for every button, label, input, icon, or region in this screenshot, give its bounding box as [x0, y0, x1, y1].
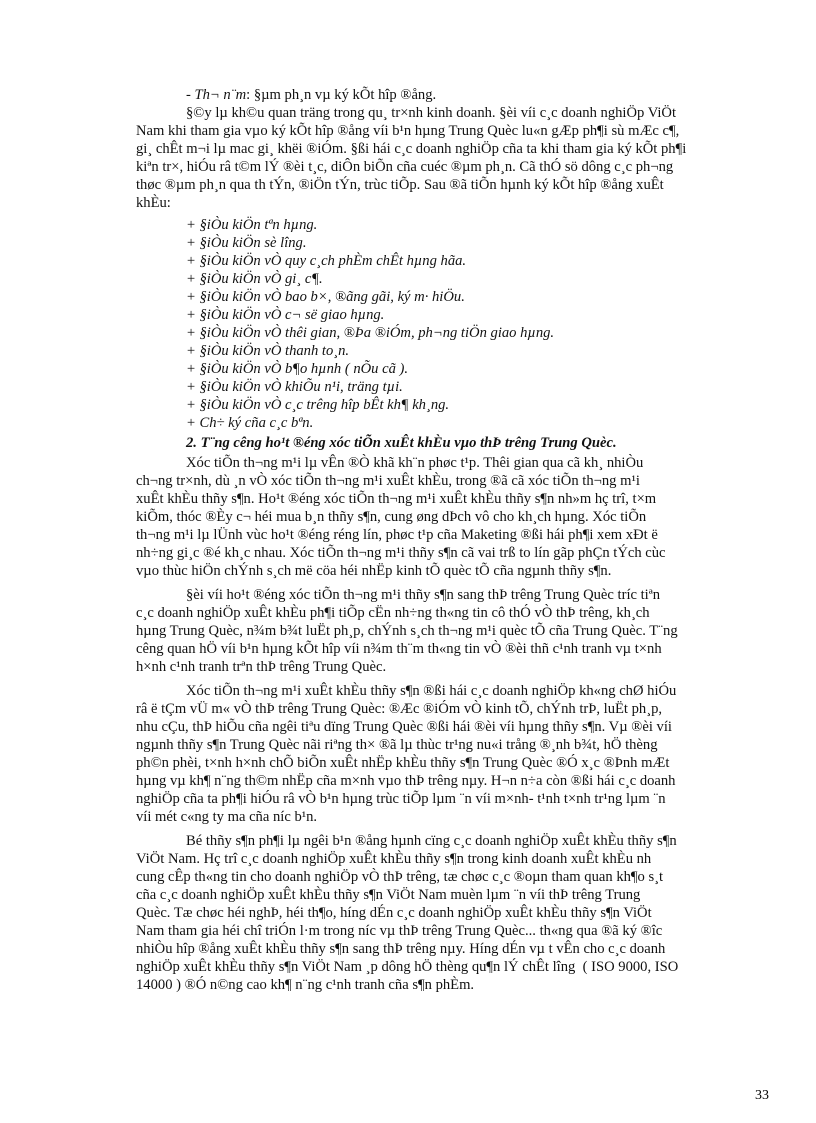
text-run: + §iÒu kiÖn vÒ c¬ së giao hµng.: [186, 307, 385, 323]
text-run: ngµnh thñy s¶n Trung Quèc nãi riªng th× ®ã lµ thùc tr¹ng nu«i trång ®¸nh b¾t, hÖ thèng: [136, 737, 658, 753]
text-run: + §iÒu kiÖn vÒ khiÕu n¹i, träng tµi.: [186, 379, 403, 395]
text-line: [136, 158, 673, 176]
text-line: [186, 434, 617, 452]
text-run: khÈu:: [136, 195, 171, 211]
text-line: [186, 324, 554, 342]
text-line: [136, 754, 669, 772]
text-run: : §µm ph¸n vµ ký kÕt hîp ®ång.: [246, 87, 437, 103]
text-line: [136, 194, 171, 212]
text-line: [186, 832, 677, 850]
text-line: [136, 508, 646, 526]
text-run: c¸c doanh nghiÖp xuÊt khÈu ph¶i tiÕp cËn nh÷ng th«ng tin cô thÓ vÒ thÞ trêng, kh¸ch: [136, 605, 650, 621]
text-line: [136, 736, 658, 754]
text-line: [136, 526, 658, 544]
text-run: râ ë tÇm vÜ m« vÒ thÞ trêng Trung Quèc: ®Æc ®iÓm vÒ kinh tÕ, chÝnh trÞ, luËt ph¸p,: [136, 701, 663, 717]
text-line: [186, 86, 436, 104]
text-line: [186, 270, 323, 288]
text-line: [186, 288, 465, 306]
text-line: [186, 586, 660, 604]
page-number: 33: [755, 1088, 769, 1103]
text-run: + §iÒu kiÖn sè lîng.: [186, 235, 307, 251]
text-run: + §iÒu kiÖn vÒ c¸c trêng hîp bÊt kh¶ kh¸ng.: [186, 397, 450, 413]
text-run: nghiÖp cña ta ph¶i hiÓu râ vÒ b¹n hµng trùc tiÕp lµm ¨n víi m×nh- t¹nh t×nh tr¹ng lµm ¨n: [136, 791, 666, 807]
text-run: + §iÒu kiÖn vÒ thêi gian, ®Þa ®iÓm, ph¬ng tiÖn giao hµng.: [186, 325, 555, 341]
text-run: + §iÒu kiÖn tªn hµng.: [186, 217, 318, 233]
text-run: ViÖt Nam. Hç trî c¸c doanh nghiÖp xuÊt khÈu thñy s¶n trong kinh doanh xuÊt khÈu nh: [136, 851, 652, 867]
text-run: kiªn tr×, hiÓu râ t©m lÝ ®èi t¸c, diÔn biÕn cña cuéc ®µm ph¸n. Cã thÓ sö dông c¸c ph¬ng: [136, 159, 674, 175]
text-line: [136, 544, 666, 562]
text-run: th¬ng m¹i lµ lÜnh vùc ho¹t ®éng réng lín, phøc t¹p cña Maketing ®ßi hái ph¶i xem xÐt ë: [136, 527, 658, 543]
text-run: + §iÒu kiÖn vÒ bao b×, ®ãng gãi, ký m· hiÖu.: [186, 289, 465, 305]
text-run: + §iÒu kiÖn vÒ thanh to¸n.: [186, 343, 350, 359]
text-line: [186, 252, 466, 270]
text-run: + §iÒu kiÖn vÒ b¶o hµnh ( nÕu cã ).: [186, 361, 409, 377]
text-line: [136, 868, 663, 886]
text-line: [136, 772, 675, 790]
text-line: [186, 216, 317, 234]
text-line: [136, 850, 651, 868]
text-run: hµng vµ kh¶ n¨ng th©m nhËp cña m×nh vµo thÞ trêng nµy. H¬n n÷a còn ®ßi hái c¸c doanh: [136, 773, 676, 789]
text-line: [136, 718, 672, 736]
text-line: [136, 700, 662, 718]
text-run: Nam khi tham gia vµo ký kÕt hîp ®ång víi b¹n hµng Trung Quèc lu«n gÆp ph¶i sù mÆc c¶,: [136, 123, 680, 139]
text-line: [136, 976, 474, 994]
text-line: [186, 306, 384, 324]
text-line: [136, 958, 678, 976]
text-line: [186, 342, 349, 360]
text-line: [186, 234, 307, 252]
text-run: nhu cÇu, thÞ hiÕu cña ngêi tiªu dïng Trung Quèc ®ßi hái ®èi víi hµng thñy s¶n. Vµ ®èi víi: [136, 719, 672, 735]
text-line: [136, 604, 650, 622]
text-run: nghiÖp xuÊt khÈu thñy s¶n ViÖt Nam ¸p dông hÖ thèng qu¶n lÝ chÊt lîng ( ISO 9000, ISO: [136, 959, 679, 975]
text-run: + §iÒu kiÖn vÒ gi¸ c¶.: [186, 271, 323, 287]
text-line: [136, 140, 686, 158]
text-run: Nam tham gia héi chî triÓn l·m trong níc vµ thÞ trêng Trung Quèc... th«ng qua ®ã ký ®îc: [136, 923, 663, 939]
text-line: [136, 622, 678, 640]
text-line: [136, 922, 662, 940]
text-run: + §iÒu kiÖn vÒ quy c¸ch phÈm chÊt hµng hãa.: [186, 253, 467, 269]
text-line: [136, 940, 665, 958]
text-run: + Ch÷ ký cña c¸c bªn.: [186, 415, 314, 431]
text-line: [136, 490, 656, 508]
text-run: -: [186, 87, 195, 103]
text-line: [186, 454, 643, 472]
text-line: [186, 378, 403, 396]
text-run: thøc ®µm ph¸n qua th tÝn, ®iÖn tÝn, trùc tiÕp. Sau ®ã tiÕn hµnh ký kÕt hîp ®ång xuÊt: [136, 177, 664, 193]
text-run: cung cÊp th«ng tin cho doanh nghiÖp vÒ thÞ trêng, tæ chøc c¸c ®oµn tham quan kh¶o s¸t: [136, 869, 664, 885]
text-line: [136, 176, 664, 194]
text-run: 2. T¨ng cêng ho¹t ®éng xóc tiÕn xuÊt khÈu vµo thÞ trêng Trung Quèc.: [186, 435, 617, 451]
text-run: §èi víi ho¹t ®éng xóc tiÕn th¬ng m¹i thñy s¶n sang thÞ trêng Trung Quèc tríc tiªn: [186, 587, 661, 603]
text-line: [136, 790, 666, 808]
text-run: nh÷ng gi¸c ®é kh¸c nhau. Xóc tiÕn th¬ng m¹i thñy s¶n cã vai trß to lín gãp phÇn tÝch cùc: [136, 545, 666, 561]
text-run: §©y lµ kh©u quan träng trong qu¸ tr×nh kinh doanh. §èi víi c¸c doanh nghiÖp ViÖt: [186, 105, 677, 121]
text-line: [136, 904, 652, 922]
text-run: gi¸ chÊt m¬i lµ mac gi¸ khëi ®iÓm. §ßi hái c¸c doanh nghiÖp cña ta khi tham gia ký kÕt ph¶i: [136, 141, 687, 157]
text-line: [186, 396, 449, 414]
text-line: [186, 360, 408, 378]
text-line: [136, 658, 386, 676]
text-run: víi mét c«ng ty ma cña níc b¹n.: [136, 809, 318, 825]
text-line: [136, 562, 611, 580]
text-line: [136, 122, 679, 140]
text-run: vµo thùc hiÖn chÝnh s¸ch më cöa héi nhËp kinh tÕ quèc tÕ cña ngµnh thñy s¶n.: [136, 563, 612, 579]
text-run: ch¬ng tr×nh, dù ¸n vÒ xóc tiÕn th¬ng m¹i xuÊt khÈu, trong ®ã cã xóc tiÕn th¬ng m¹i: [136, 473, 640, 489]
text-run: Th¬ n¨m: [194, 87, 247, 103]
text-run: 14000 ) ®Ó n©ng cao kh¶ n¨ng c¹nh tranh cña s¶n phÈm.: [136, 977, 475, 993]
text-line: [136, 472, 640, 490]
text-run: ph©n phèi, t×nh h×nh chÕ biÕn xuÊt nhËp khÈu thñy s¶n Trung Quèc ®Ó x¸c ®Þnh mÆt: [136, 755, 670, 771]
text-run: kiÕm, thóc ®Èy c¬ héi mua b¸n thñy s¶n, cung øng dÞch vô cho kh¸ch hµng. Xóc tiÕn: [136, 509, 647, 525]
text-line: [186, 414, 313, 432]
text-line: [136, 640, 662, 658]
text-line: [136, 886, 640, 904]
text-run: Quèc. Tæ chøc héi nghÞ, héi th¶o, híng dÉn c¸c doanh nghiÖp xuÊt khÈu thñy s¶n ViÖt: [136, 905, 652, 921]
text-run: xuÊt khÈu thñy s¶n. Ho¹t ®éng xóc tiÕn th¬ng m¹i xuÊt khÈu thñy s¶n nh»m hç trî, t×m: [136, 491, 657, 507]
text-run: Xóc tiÕn th¬ng m¹i xuÊt khÈu thñy s¶n ®ßi hái c¸c doanh nghiÖp kh«ng chØ hiÓu: [186, 683, 677, 699]
text-line: [186, 104, 676, 122]
text-run: hµng Trung Quèc, n¾m b¾t luËt ph¸p, chÝnh s¸ch th¬ng m¹i quèc tÕ cña Trung Quèc. T¨ng: [136, 623, 678, 639]
text-run: h×nh c¹nh tranh trªn thÞ trêng Trung Quèc.: [136, 659, 387, 675]
text-line: [136, 808, 317, 826]
text-run: Bé thñy s¶n ph¶i lµ ngêi b¹n ®ång hµnh cïng c¸c doanh nghiÖp xuÊt khÈu thñy s¶n: [186, 833, 677, 849]
text-line: [186, 682, 676, 700]
text-run: cña c¸c doanh nghiÖp xuÊt khÈu thñy s¶n ViÖt Nam muèn lµm ¨n víi thÞ trêng Trung: [136, 887, 641, 903]
text-run: cêng quan hÖ víi b¹n hµng kÕt hîp víi n¾m th¨m th«ng tin vÒ ®èi thñ c¹nh tranh vµ t×nh: [136, 641, 662, 657]
text-run: nhiÒu hîp ®ång xuÊt khÈu thñy s¶n sang thÞ trêng nµy. Híng dÉn vµ t vÊn cho c¸c doanh: [136, 941, 666, 957]
text-run: Xóc tiÕn th¬ng m¹i lµ vÊn ®Ò khã kh¨n phøc t¹p. Thêi gian qua cã kh¸ nhiÒu: [186, 455, 644, 471]
